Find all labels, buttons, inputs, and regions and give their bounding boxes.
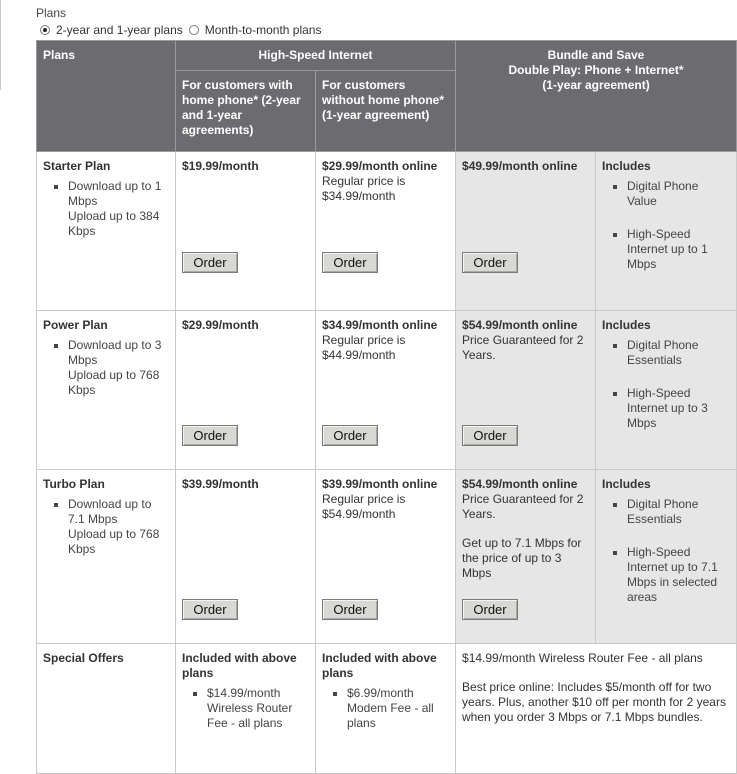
includes-item: ▪ Digital Phone Value bbox=[627, 179, 730, 209]
price: $19.99/month bbox=[182, 159, 259, 173]
bundle-includes-turbo bbox=[596, 470, 737, 644]
plan-features bbox=[43, 497, 169, 557]
includes-item: ▪ Digital Phone Essentials bbox=[627, 338, 730, 368]
radio-selected-icon[interactable] bbox=[40, 25, 50, 35]
special-heading: Included with above plans bbox=[322, 651, 437, 680]
order-button[interactable]: Order bbox=[182, 425, 238, 446]
header-plans: Plans bbox=[37, 41, 176, 152]
page-edge-line bbox=[0, 0, 1, 90]
includes-item: ▪ High-Speed Internet up to 7.1 Mbps in selected areas bbox=[627, 545, 730, 605]
bundle-note: Price Guaranteed for 2 Years. bbox=[462, 333, 584, 362]
radio-month-to-month[interactable] bbox=[189, 23, 322, 37]
special-list bbox=[322, 686, 449, 731]
price-without-phone-starter bbox=[316, 152, 456, 311]
bundle-price: $54.99/month online bbox=[462, 318, 578, 332]
includes-list bbox=[602, 338, 730, 431]
bundle-title: Bundle and Save bbox=[547, 48, 645, 62]
order-button[interactable]: Order bbox=[322, 425, 378, 446]
plan-features bbox=[43, 338, 169, 398]
plans-label: Plans bbox=[36, 6, 67, 20]
regular-price: Regular price is $54.99/month bbox=[322, 492, 406, 521]
price-with-phone-starter bbox=[176, 152, 316, 311]
special-bundle-best-price: Best price online: Includes $5/month off for two years. Plus, another $10 off per month for 2 years when you order 3 Mbps or 7.1 Mbps bundles. bbox=[462, 680, 726, 724]
bundle-price-power bbox=[456, 311, 596, 470]
price-without-phone-turbo bbox=[316, 470, 456, 644]
special-list bbox=[182, 686, 309, 731]
includes-label: Includes bbox=[602, 318, 651, 332]
bundle-price: $49.99/month online bbox=[462, 159, 578, 173]
subheader-without-home-phone: For customers without home phone* (1-year agreement) bbox=[316, 71, 456, 152]
bundle-includes-starter bbox=[596, 152, 737, 311]
special-offers-label: Special Offers bbox=[43, 651, 124, 665]
regular-price: Regular price is $34.99/month bbox=[322, 174, 406, 203]
radio-2-year-1-year[interactable] bbox=[40, 23, 183, 37]
radio-label: Month-to-month plans bbox=[204, 23, 322, 37]
order-button[interactable]: Order bbox=[182, 252, 238, 273]
subheader-with-home-phone: For customers with home phone* (2-year and 1-year agreements) bbox=[176, 71, 316, 152]
plan-feature-download: ▪ Download up to 3 Mbps Upload up to 768 Kbps bbox=[68, 338, 169, 398]
price-with-phone-power bbox=[176, 311, 316, 470]
regular-price: Regular price is $44.99/month bbox=[322, 333, 406, 362]
radio-label: 2-year and 1-year plans bbox=[56, 23, 183, 37]
plan-cell-turbo bbox=[37, 470, 176, 644]
special-bundle bbox=[456, 644, 737, 774]
plan-feature-download: ▪ Download up to 1 Mbps Upload up to 384 Kbps bbox=[68, 179, 169, 239]
bundle-price: $54.99/month online bbox=[462, 477, 578, 491]
order-button[interactable]: Order bbox=[462, 599, 518, 620]
plan-cell-starter bbox=[37, 152, 176, 311]
includes-label: Includes bbox=[602, 477, 651, 491]
bundle-agreement: (1-year agreement) bbox=[542, 78, 650, 92]
includes-list bbox=[602, 179, 730, 272]
order-button[interactable]: Order bbox=[182, 599, 238, 620]
plan-feature-download: ▪ Download up to 7.1 Mbps Upload up to 768 Kbps bbox=[68, 497, 169, 557]
bundle-includes-power bbox=[596, 311, 737, 470]
includes-list bbox=[602, 497, 730, 605]
plan-features bbox=[43, 179, 169, 239]
special-item: ▪ $6.99/month Modem Fee - all plans bbox=[347, 686, 449, 731]
radio-unselected-icon[interactable] bbox=[189, 25, 199, 35]
bundle-price-turbo bbox=[456, 470, 596, 644]
bundle-subtitle: Double Play: Phone + Internet* bbox=[508, 63, 684, 77]
special-item: ▪ $14.99/month Wireless Router Fee - all plans bbox=[207, 686, 309, 731]
special-bundle-router: $14.99/month Wireless Router Fee - all plans bbox=[462, 651, 703, 665]
price-with-phone-turbo bbox=[176, 470, 316, 644]
plan-name: Turbo Plan bbox=[43, 477, 105, 491]
bundle-note: Get up to 7.1 Mbps for the price of up to 3 Mbps bbox=[462, 536, 582, 580]
bundle-note: Price Guaranteed for 2 Years. bbox=[462, 492, 584, 521]
price-without-phone-power bbox=[316, 311, 456, 470]
plan-term-radio-group bbox=[40, 23, 327, 37]
plans-table bbox=[36, 40, 737, 774]
header-high-speed-internet: High-Speed Internet bbox=[176, 41, 456, 71]
header-bundle bbox=[456, 41, 737, 152]
price: $34.99/month online bbox=[322, 318, 438, 332]
price: $29.99/month bbox=[182, 318, 259, 332]
special-heading: Included with above plans bbox=[182, 651, 297, 680]
bundle-price-starter bbox=[456, 152, 596, 311]
price: $39.99/month bbox=[182, 477, 259, 491]
plan-name: Power Plan bbox=[43, 318, 108, 332]
special-without-phone bbox=[316, 644, 456, 774]
includes-item: ▪ Digital Phone Essentials bbox=[627, 497, 730, 527]
order-button[interactable]: Order bbox=[322, 252, 378, 273]
includes-item: ▪ High-Speed Internet up to 1 Mbps bbox=[627, 227, 730, 272]
plan-cell-power bbox=[37, 311, 176, 470]
special-with-phone bbox=[176, 644, 316, 774]
order-button[interactable]: Order bbox=[462, 252, 518, 273]
plan-name: Starter Plan bbox=[43, 159, 111, 173]
includes-label: Includes bbox=[602, 159, 651, 173]
price: $29.99/month online bbox=[322, 159, 438, 173]
special-offers-cell bbox=[37, 644, 176, 774]
price: $39.99/month online bbox=[322, 477, 438, 491]
includes-item: ▪ High-Speed Internet up to 3 Mbps bbox=[627, 386, 730, 431]
order-button[interactable]: Order bbox=[462, 425, 518, 446]
order-button[interactable]: Order bbox=[322, 599, 378, 620]
